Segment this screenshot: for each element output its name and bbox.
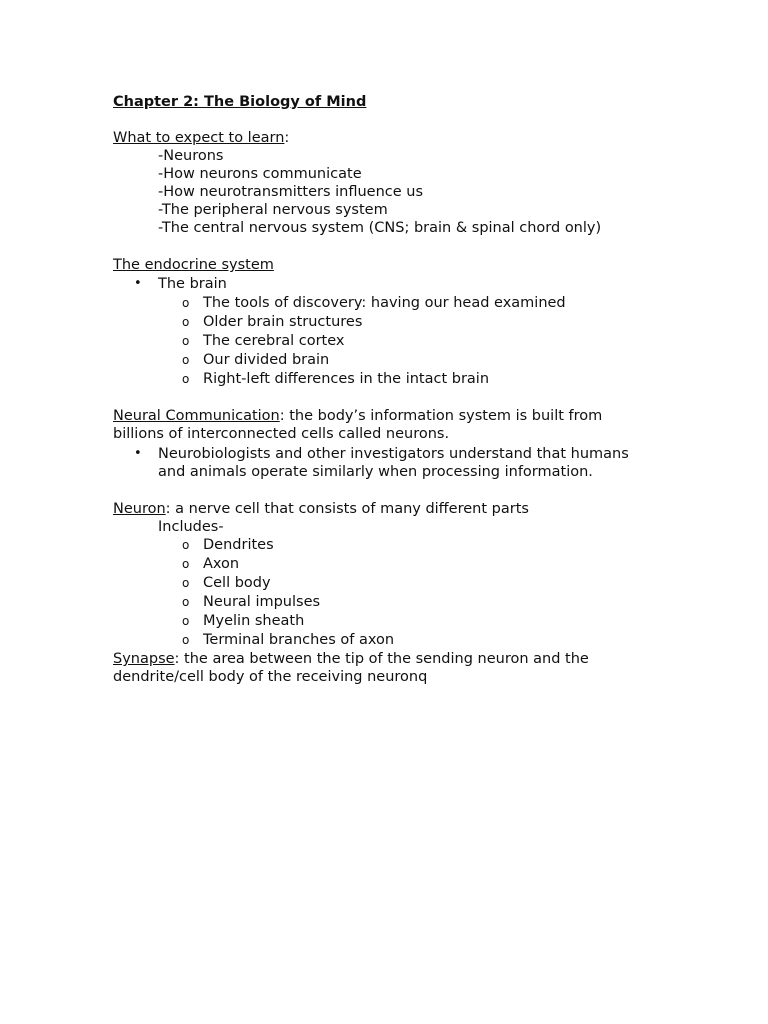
expect-item: -Neurons	[158, 148, 224, 164]
neuron-part: Neural impulses	[203, 594, 321, 610]
neuron-def: : a nerve cell that consists of many different parts	[165, 501, 529, 517]
includes-label: Includes-	[158, 519, 224, 535]
neurobiologists-bullet: Neurobiologists and other investigators understand that humans	[158, 446, 629, 462]
bullet-icon: •	[134, 446, 142, 461]
neuron-term: Neuron	[113, 501, 166, 517]
circle-bullet-icon: o	[182, 296, 190, 310]
neural-communication-def: : the body’s information system is built from	[279, 408, 603, 424]
expect-item: -How neurotransmitters influence us	[158, 184, 424, 200]
circle-bullet-icon: o	[182, 334, 190, 348]
brain-subitem: Right-left differences in the intact brain	[203, 371, 490, 387]
brain-bullet: The brain	[158, 276, 227, 292]
endocrine-heading: The endocrine system	[113, 257, 274, 273]
synapse-term: Synapse	[113, 651, 175, 667]
neuron-part: Terminal branches of axon	[203, 632, 395, 648]
synapse-line	[113, 650, 589, 668]
circle-bullet-icon: o	[182, 315, 190, 329]
neuron-part: Axon	[203, 556, 240, 572]
expect-item: -The central nervous system (CNS; brain & spinal chord only)	[158, 220, 602, 236]
circle-bullet-icon: o	[182, 633, 190, 647]
circle-bullet-icon: o	[182, 557, 190, 571]
neuron-part: Dendrites	[203, 537, 274, 553]
synapse-def: : the area between the tip of the sending neuron and the	[174, 651, 589, 667]
expect-item: -How neurons communicate	[158, 166, 362, 182]
expect-item: -The peripheral nervous system	[158, 202, 388, 218]
brain-subitem: Our divided brain	[203, 352, 330, 368]
neuron-line	[113, 500, 529, 518]
bullet-icon: •	[134, 276, 142, 291]
brain-subitem: The cerebral cortex	[203, 333, 345, 349]
circle-bullet-icon: o	[182, 353, 190, 367]
circle-bullet-icon: o	[182, 538, 190, 552]
neurobiologists-bullet-cont: and animals operate similarly when processing information.	[158, 464, 593, 480]
chapter-title: Chapter 2: The Biology of Mind	[113, 94, 367, 110]
circle-bullet-icon: o	[182, 576, 190, 590]
circle-bullet-icon: o	[182, 614, 190, 628]
neural-communication-def-cont: billions of interconnected cells called neurons.	[113, 426, 450, 442]
circle-bullet-icon: o	[182, 595, 190, 609]
circle-bullet-icon: o	[182, 372, 190, 386]
expect-heading: What to expect to learn	[113, 130, 285, 146]
neural-communication-line	[113, 407, 602, 425]
expect-heading-colon: :	[284, 130, 290, 146]
brain-subitem: The tools of discovery: having our head examined	[203, 295, 566, 311]
brain-subitem: Older brain structures	[203, 314, 363, 330]
neuron-part: Myelin sheath	[203, 613, 305, 629]
neural-communication-term: Neural Communication	[113, 408, 280, 424]
neuron-part: Cell body	[203, 575, 271, 591]
expect-heading-line	[113, 129, 289, 147]
synapse-def-cont: dendrite/cell body of the receiving neuronq	[113, 669, 428, 685]
